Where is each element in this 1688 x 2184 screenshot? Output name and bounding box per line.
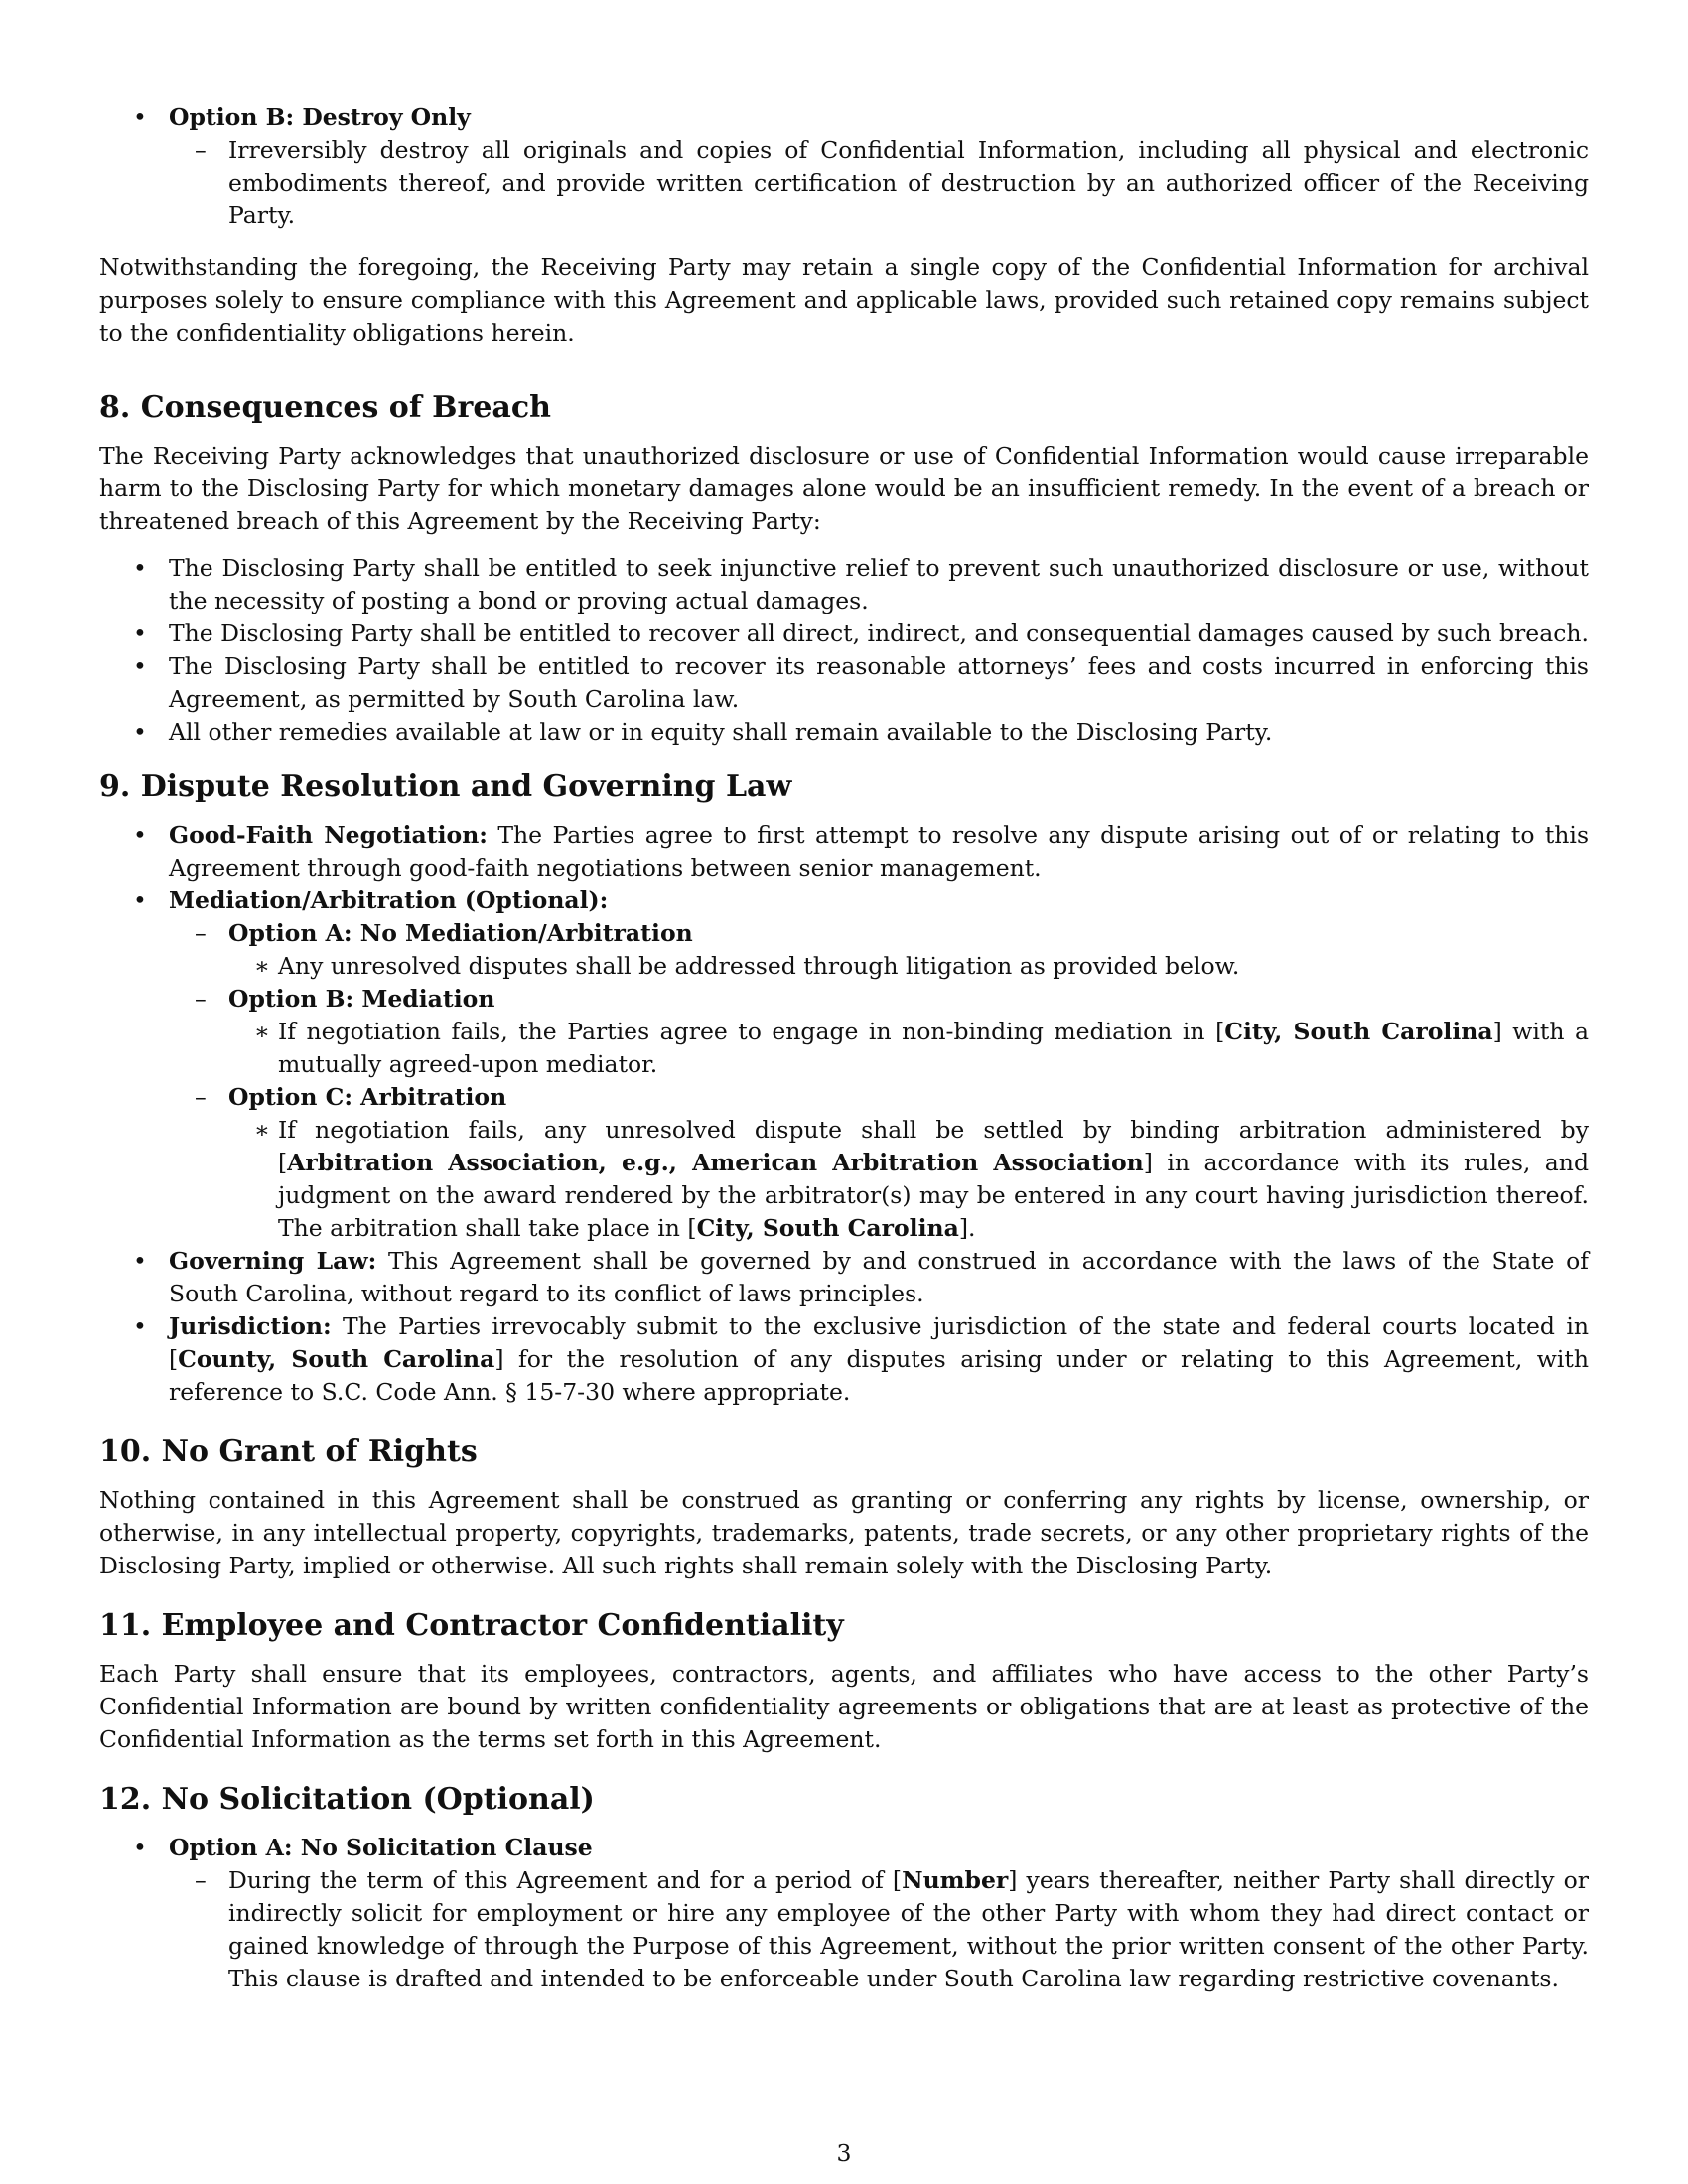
page-number: 3 [836,2139,852,2167]
breach-remedies-list [99,552,1589,749]
no-grant-paragraph: Nothing contained in this Agreement shall be construed as granting or conferring any rights by license, ownership, or otherwise, in any intellectual property, copyrights, trademarks, patents, trade secrets, or any other proprietary rights of the Disclosing Party, implied or otherwise. All such rights shall remain solely with the Disclosing Party. [99,1486,1589,1579]
section-heading-12: 12. No Solicitation (Optional) [99,1782,595,1817]
section-heading-10: 10. No Grant of Rights [99,1434,478,1469]
section-heading-8: 8. Consequences of Breach [99,390,551,425]
list-item: – During the term of this Agreement and for a period of [Number] years thereafter, neither Party shall directly or indirectly solicit for employment or hire any employee of the other Party with whom they had direct contact or gained knowledge of through the Purpose of this Agreement, without the prior written consent of the other Party. This clause is drafted and intended to be enforceable under South Carolina law regarding restrictive covenants. [169,1864,1589,1995]
list-item: – Irreversibly destroy all originals and copies of Confidential Information, including all physical and electronic embodiments thereof, and provide written certification of destruction by an authorized officer of the Receiving Party. [169,134,1589,232]
list-item: – Option C: Arbitration ∗ If negotiation fails, any unresolved dispute shall be settled by binding arbitration administered by [Arbitration Association, e.g., American Arbitration Association] in accordance with its rules, and judgment on the award rendered by the arbitrator(s) may be entered in any court having jurisdiction thereof. The arbitration shall take place in [City, South Carolina]. [169,1081,1589,1245]
list-item: • The Disclosing Party shall be entitled to recover all direct, indirect, and consequential damages caused by such breach. [99,617,1589,650]
list-item: • Mediation/Arbitration (Optional): – Option A: No Mediation/Arbitration ∗ Any unresolved disputes shall be addressed through litigation as provided below. – Option B: Mediation ∗ If negotiation fails, the Parties agree to engage in non-binding mediation in [City, South Carolina] with a mutually agreed-upon mediator. – Option C: Arbitration ∗ If negotiation fails, any unresolved dispute shall be settled by binding arbitration administered by [Arbitration Association, e.g., American Arbitration Association] in accordance with its rules, and judgment on the award rendered by the arbitrator(s) may be entered in any court having jurisdiction thereof. The arbitration shall take place in [City, South Carolina]. [99,885,1589,1245]
list-item: – Option B: Mediation ∗ If negotiation fails, the Parties agree to engage in non-binding mediation in [City, South Carolina] with a mutually agreed-upon mediator. [169,983,1589,1081]
document-page [99,101,1589,1995]
list-item: • The Disclosing Party shall be entitled to seek injunctive relief to prevent such unauthorized disclosure or use, without the necessity of posting a bond or proving actual damages. [99,552,1589,617]
list-item: ∗ Any unresolved disputes shall be addressed through litigation as provided below. [228,950,1589,983]
list-item: • Jurisdiction: The Parties irrevocably submit to the exclusive jurisdiction of the state and federal courts located in [County, South Carolina] for the resolution of any disputes arising under or relating to this Agreement, with reference to S.C. Code Ann. § 15-7-30 where appropriate. [99,1310,1589,1409]
option-b-label: Option B: Destroy Only [169,103,471,131]
confidentiality-paragraph: Each Party shall ensure that its employees, contractors, agents, and affiliates who have access to the other Party’s Confidential Information are bound by written confidentiality agreements or obligations that are at least as protective of the Confidential Information as the terms set forth in this Agreement. [99,1660,1589,1753]
list-item: ∗ If negotiation fails, the Parties agree to engage in non-binding mediation in [City, South Carolina] with a mutually agreed-upon mediator. [228,1016,1589,1081]
notwithstanding-paragraph: Notwithstanding the foregoing, the Receiving Party may retain a single copy of the Confidential Information for archival purposes solely to ensure compliance with this Agreement and applicable laws, provided such retained copy remains subject to the confidentiality obligations herein. [99,253,1589,346]
list-item: – Option A: No Mediation/Arbitration ∗ Any unresolved disputes shall be addressed through litigation as provided below. [169,917,1589,983]
list-item [99,101,1589,232]
list-item: • Governing Law: This Agreement shall be governed by and construed in accordance with the laws of the State of South Carolina, without regard to its conflict of laws principles. [99,1245,1589,1310]
return-destroy-options [99,101,1589,232]
section-heading-11: 11. Employee and Contractor Confidentiality [99,1608,844,1643]
no-solicitation-list [99,1832,1589,1995]
list-item: • The Disclosing Party shall be entitled to recover its reasonable attorneys’ fees and costs incurred in enforcing this Agreement, as permitted by South Carolina law. [99,650,1589,716]
list-item: • Good-Faith Negotiation: The Parties agree to first attempt to resolve any dispute arising out of or relating to this Agreement through good-faith negotiations between senior management. [99,819,1589,885]
dispute-resolution-list [99,819,1589,1409]
list-item: ∗ If negotiation fails, any unresolved dispute shall be settled by binding arbitration administered by [Arbitration Association, e.g., American Arbitration Association] in accordance with its rules, and judgment on the award rendered by the arbitrator(s) may be entered in any court having jurisdiction thereof. The arbitration shall take place in [City, South Carolina]. [228,1114,1589,1245]
breach-intro: The Receiving Party acknowledges that unauthorized disclosure or use of Confidential Information would cause irreparable harm to the Disclosing Party for which monetary damages alone would be an insufficient remedy. In the event of a breach or threatened breach of this Agreement by the Receiving Party: [99,442,1589,535]
list-item: • Option A: No Solicitation Clause – During the term of this Agreement and for a period of [Number] years thereafter, neither Party shall directly or indirectly solicit for employment or hire any employee of the other Party with whom they had direct contact or gained knowledge of through the Purpose of this Agreement, without the prior written consent of the other Party. This clause is drafted and intended to be enforceable under South Carolina law regarding restrictive covenants. [99,1832,1589,1995]
list-item: • All other remedies available at law or in equity shall remain available to the Disclosing Party. [99,716,1589,749]
section-heading-9: 9. Dispute Resolution and Governing Law [99,769,792,804]
